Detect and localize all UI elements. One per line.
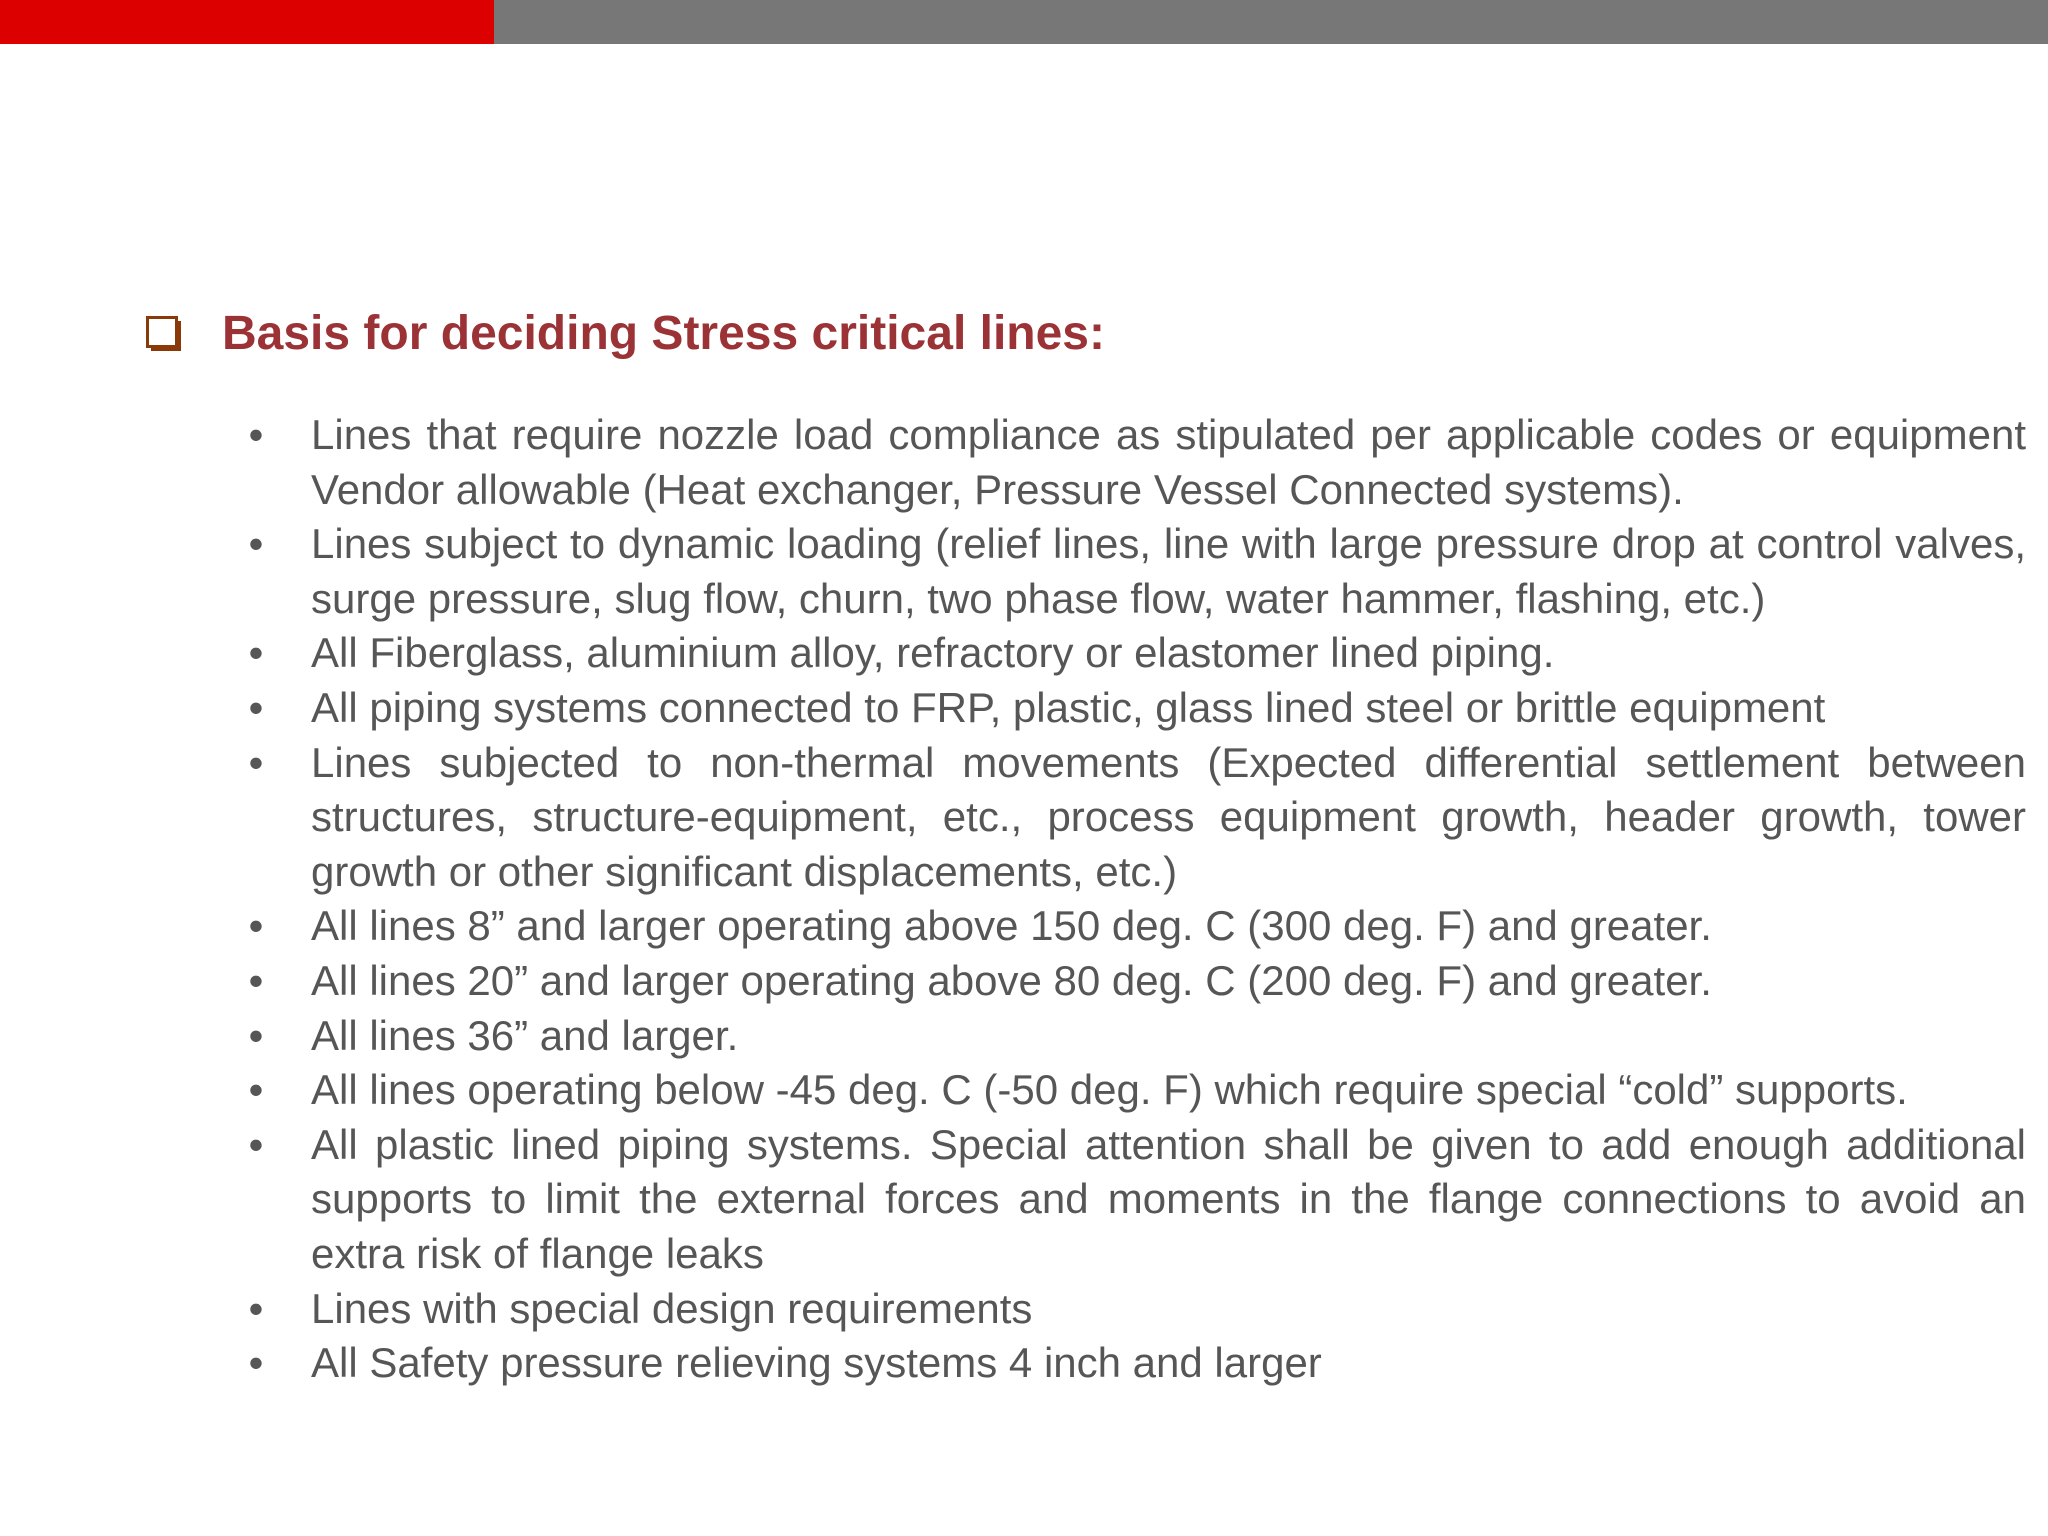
bullet-text: All Safety pressure relieving systems 4 inch and larger [311,1339,1322,1387]
bullet-dot: • [248,520,264,568]
bullet-text: All lines 8” and larger operating above 150 deg. C (300 deg. F) and greater. [311,902,1712,950]
bullet-item [246,1009,2026,1064]
heading-row [146,306,1105,362]
bullet-item [246,736,2026,900]
bullet-item [246,1118,2026,1282]
top-bar-accent [0,0,494,44]
bullet-text: All lines 20” and larger operating above 80 deg. C (200 deg. F) and greater. [311,956,1712,1004]
bullet-item [246,1063,2026,1118]
bullet-dot: • [248,1066,264,1114]
bullet-text: Lines subject to dynamic loading (relief lines, line with large pressure drop at control valves, surge pressure, slug flow, churn, two phase flow, water hammer, flashing, etc.) [311,520,2026,622]
bullet-dot: • [248,1120,264,1168]
bullet-dot: • [248,902,264,950]
bullet-text: All piping systems connected to FRP, plastic, glass lined steel or brittle equipment [311,683,1826,731]
bullet-text: All Fiberglass, aluminium alloy, refractory or elastomer lined piping. [311,629,1555,677]
bullet-dot: • [248,629,264,677]
bullet-item [246,1336,2026,1391]
bullet-dot: • [248,411,264,458]
bullet-list [246,408,2026,1391]
bullet-item [246,1282,2026,1337]
bullet-text: Lines with special design requirements [311,1284,1033,1332]
bullet-item [246,954,2026,1009]
bullet-dot: • [248,956,264,1004]
bullet-dot: • [248,1011,264,1059]
checkbox-square-icon [146,316,182,352]
bullet-item [246,626,2026,681]
section-heading: Basis for deciding Stress critical lines: [222,307,1105,360]
bullet-item [246,408,2026,517]
bullet-item [246,517,2026,626]
bullet-text: All lines 36” and larger. [311,1011,739,1059]
bullet-text: All plastic lined piping systems. Special attention shall be given to add enough additional supports to limit the external forces and moments in the flange connections to avoid an extra risk of flange leaks [311,1120,2026,1277]
top-bar [0,0,2048,44]
bullet-text: Lines subjected to non-thermal movements (Expected differential settlement between structures, structure-equipment, etc., process equipment growth, header growth, tower growth or other significant displacements, etc.) [311,738,2026,895]
bullet-dot: • [248,738,264,786]
bullet-dot: • [248,1284,264,1332]
bullet-item [246,681,2026,736]
bullet-text: All lines operating below -45 deg. C (-50 deg. F) which require special “cold” supports. [311,1066,1908,1114]
bullet-text: Lines that require nozzle load compliance as stipulated per applicable codes or equipment Vendor allowable (Heat exchanger, Pressure Vessel Connected systems). [311,411,2026,513]
bullet-dot: • [248,1339,264,1387]
top-bar-gray [494,0,2048,44]
bullet-dot: • [248,683,264,731]
bullet-item [246,899,2026,954]
